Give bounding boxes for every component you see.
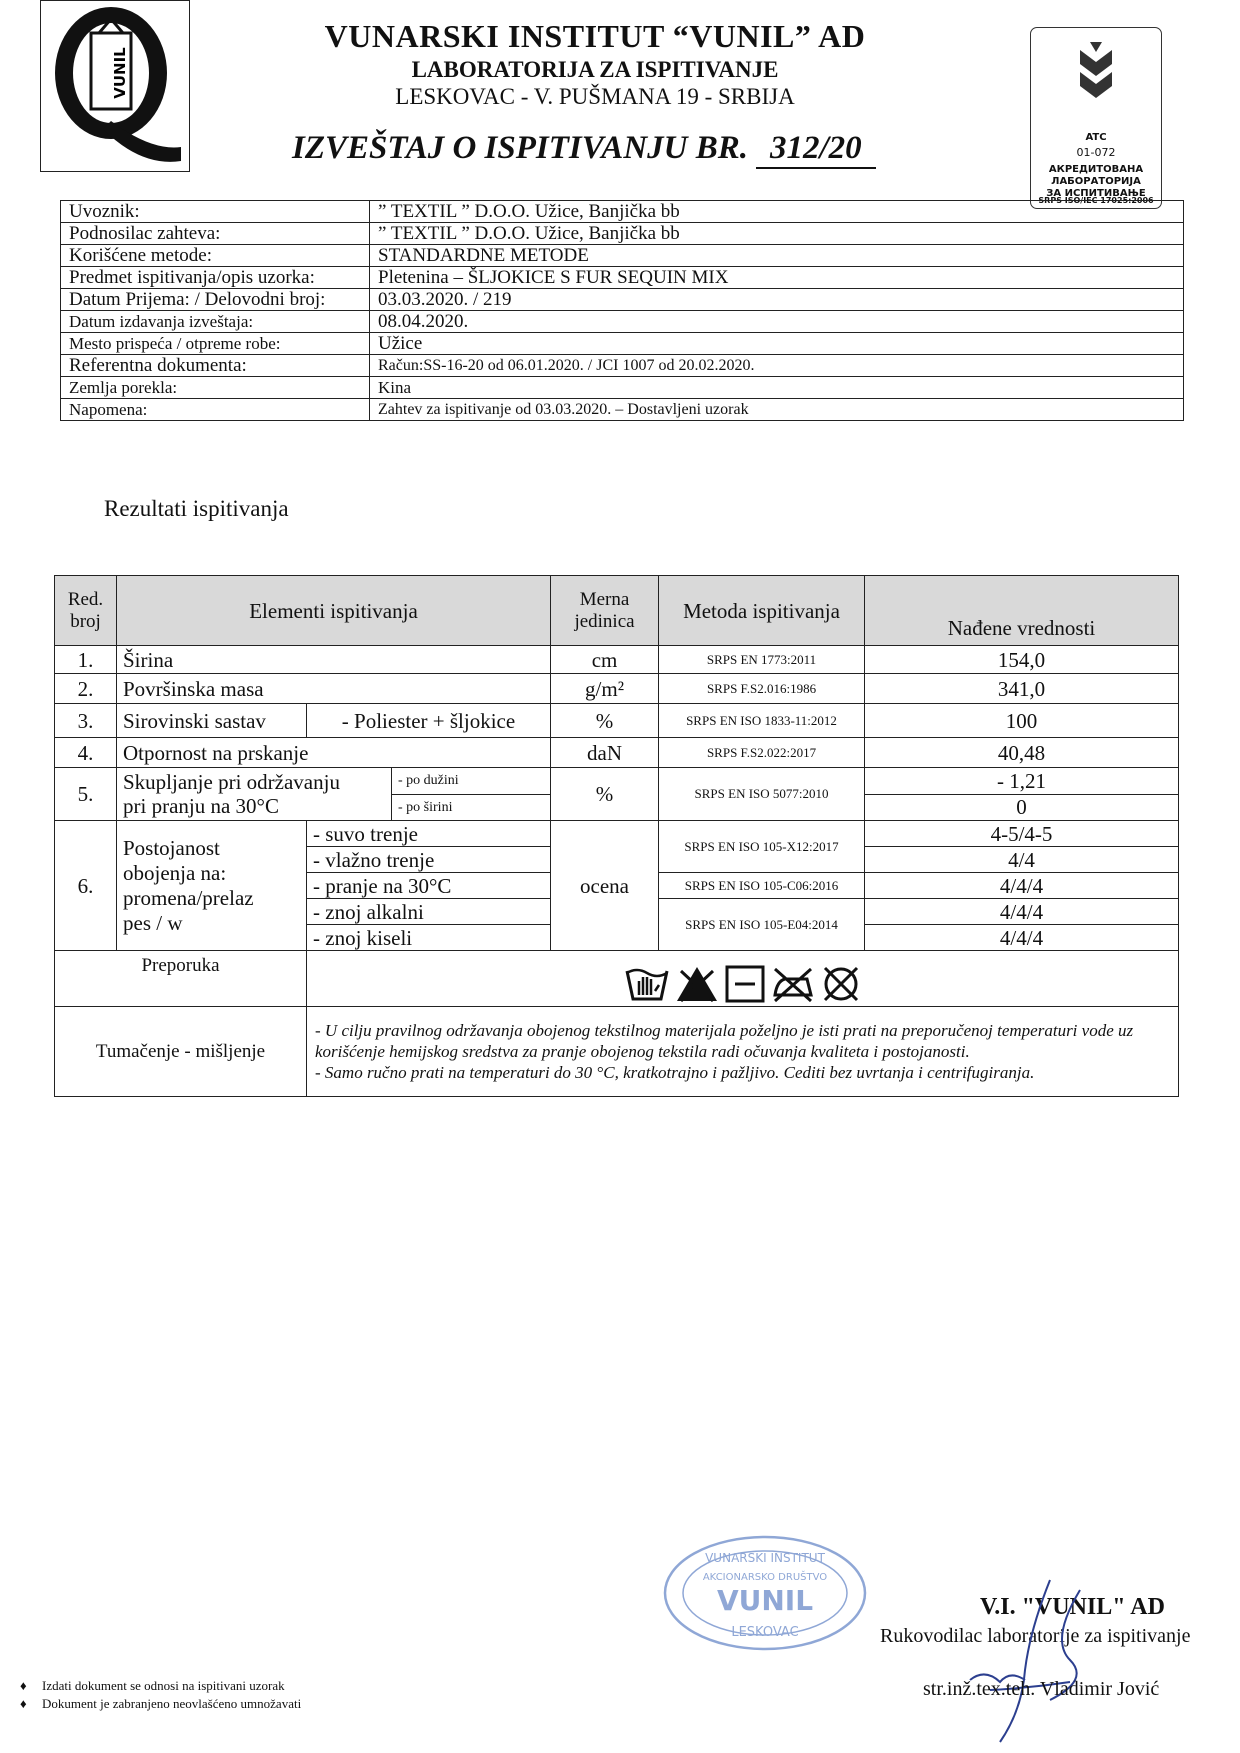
table-row: 1. Širina cm SRPS EN 1773:2011 154,0 — [55, 646, 1179, 674]
table-row: 4. Otpornost na prskanje daN SRPS F.S2.022:2017 40,48 — [55, 738, 1179, 768]
info-row: Datum izdavanja izveštaja: 08.04.2020. — [61, 311, 1184, 333]
recommendation-row: Preporuka — [55, 951, 1179, 1007]
info-row: Mesto prispeća / otpreme robe: Užice — [61, 333, 1184, 355]
hand-wash-icon — [625, 965, 669, 1003]
report-title: IZVEŠTAJ O ISPITIVANJU BR. 312/20 — [292, 130, 876, 169]
atc-emblem-icon — [1066, 42, 1126, 112]
signatory-name: str.inž.tex.teh. Vladimir Jović — [923, 1678, 1160, 1700]
atc-text: АКРЕДИТОВАНА ЛАБОРАТОРИЈА ЗА ИСПИТИВАЊЕ — [1046, 164, 1146, 199]
results-table — [54, 575, 1179, 1097]
institute-stamp — [660, 1532, 870, 1654]
no-dry-clean-icon — [821, 965, 861, 1003]
lab-name: LABORATORIJA ZA ISPITIVANJE — [411, 57, 779, 82]
svg-text:VUNARSKI INSTITUT: VUNARSKI INSTITUT — [705, 1551, 825, 1565]
info-row: Predmet ispitivanja/opis uzorka: Pletenina – ŠLJOKICE S FUR SEQUIN MIX — [61, 267, 1184, 289]
institute-name: VUNARSKI INSTITUT “VUNIL” AD — [324, 18, 866, 54]
interpretation-text-2: - Samo ručno prati na temperaturi do 30 °C, kratkotrajno i pažljivo. Cediti bez uvrtanja i centrifugiranja. — [315, 1063, 1035, 1082]
no-iron-icon — [771, 965, 815, 1003]
table-row: - znoj alkalni SRPS EN ISO 105-E04:2014 4/4/4 — [55, 899, 1179, 925]
col-unit: Merna jedinica — [551, 576, 659, 646]
table-row: - vlažno trenje 4/4 — [55, 847, 1179, 873]
table-row: - znoj kiseli 4/4/4 — [55, 925, 1179, 951]
table-row: 0 — [55, 794, 1179, 821]
sample-info-table — [60, 200, 1184, 421]
atc-code: ATC — [1085, 132, 1107, 143]
atc-number: 01-072 — [1076, 146, 1116, 159]
report-number: 312/20 — [756, 130, 876, 169]
table-row: 2. Površinska masa g/m² SRPS F.S2.016:1986 341,0 — [55, 674, 1179, 704]
col-value: Nađene vrednosti — [865, 576, 1179, 646]
colorfastness-label: Postojanost obojenja na: promena/prelaz pes / w — [117, 821, 307, 951]
footnote-1: ♦ Izdati dokument se odnosi na ispitivani uzorak — [20, 1678, 285, 1693]
handwritten-signature — [930, 1570, 1170, 1745]
table-row: 6. Postojanost obojenja na: promena/prelaz pes / w - suvo trenje ocena SRPS EN ISO 105-X12:2017 4-5/4-5 — [55, 821, 1179, 847]
footnote-2: ♦ Dokument je zabranjeno neovlašćeno umnožavati — [20, 1696, 302, 1711]
svg-text:AKCIONARSKO DRUŠTVO: AKCIONARSKO DRUŠTVO — [702, 1572, 828, 1583]
svg-text:LESKOVAC: LESKOVAC — [731, 1625, 799, 1640]
dry-flat-icon — [725, 965, 765, 1003]
no-bleach-icon — [675, 965, 719, 1003]
signature-org: V.I. "VUNIL" AD — [980, 1594, 1165, 1620]
care-symbols — [307, 955, 1178, 1003]
table-row: - pranje na 30°C SRPS EN ISO 105-C06:2016 4/4/4 — [55, 873, 1179, 899]
table-row: 3. Sirovinski sastav - Poliester + šljokice % SRPS EN ISO 1833-11:2012 100 — [55, 704, 1179, 738]
institute-logo — [40, 0, 190, 172]
info-row: Zemlja porekla: Kina — [61, 377, 1184, 399]
logo-text: VUNIL — [111, 47, 129, 99]
atc-standard: SRPS ISO/IEC 17025:2006 — [1038, 196, 1154, 205]
info-row: Napomena: Zahtev za ispitivanje od 03.03.2020. – Dostavljeni uzorak — [61, 399, 1184, 421]
table-row: 5. Skupljanje pri održavanju pri pranju na 30°C - po dužini - po širini % SRPS EN ISO 5077:2010 - 1,21 — [55, 768, 1179, 795]
info-row: Podnosilac zahteva: ” TEXTIL ” D.O.O. Užice, Banjička bb — [61, 223, 1184, 245]
shrinkage-label: Skupljanje pri održavanju pri pranju na 30°C — [123, 770, 340, 818]
col-no: Red. broj — [55, 576, 117, 646]
interpretation-row: Tumačenje - mišljenje - U cilju pravilnog održavanja obojenog tekstilnog materijala poželjno je isti prati na preporučenoj temperaturi vode uz korišćenje hemijskog sredstva za pranje obojenog tekstila radi očuvanja kvaliteta i postojanosti. - Samo ručno prati na temperaturi do 30 °C, kratkotrajno i pažljivo. Cediti bez uvrtanja i centrifugiranja. — [55, 1007, 1179, 1097]
results-heading: Rezultati ispitivanja — [104, 496, 289, 521]
info-row: Korišćene metode: STANDARDNE METODE — [61, 245, 1184, 267]
interpretation-text-1: - U cilju pravilnog održavanja obojenog tekstilnog materijala poželjno je isti prati na preporučenoj temperaturi vode uz korišćenje hemijskog sredstva za pranje obojenog tekstila radi očuvanja kvaliteta i postojanosti. — [315, 1021, 1134, 1061]
svg-text:VUNIL: VUNIL — [716, 1584, 814, 1617]
q-logo-icon — [41, 1, 189, 171]
col-method: Metoda ispitivanja — [659, 576, 865, 646]
info-row: Uvoznik: ” TEXTIL ” D.O.O. Užice, Banjička bb — [61, 201, 1184, 223]
accreditation-badge — [1030, 27, 1162, 209]
info-row: Datum Prijema: / Delovodni broj: 03.03.2020. / 219 — [61, 289, 1184, 311]
table-header-row — [55, 576, 1179, 646]
col-element: Elementi ispitivanja — [117, 576, 551, 646]
signature-role: Rukovodilac laboratorije za ispitivanje — [880, 1625, 1191, 1647]
address: LESKOVAC - V. PUŠMANA 19 - SRBIJA — [395, 84, 795, 109]
info-row: Referentna dokumenta: Račun:SS-16-20 od 06.01.2020. / JCI 1007 od 20.02.2020. — [61, 355, 1184, 377]
